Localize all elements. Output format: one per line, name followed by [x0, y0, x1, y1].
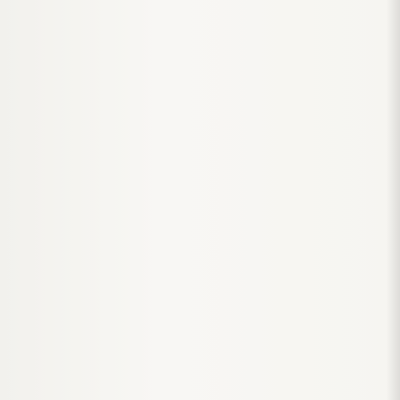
page-spine-shadow: [386, 0, 400, 400]
